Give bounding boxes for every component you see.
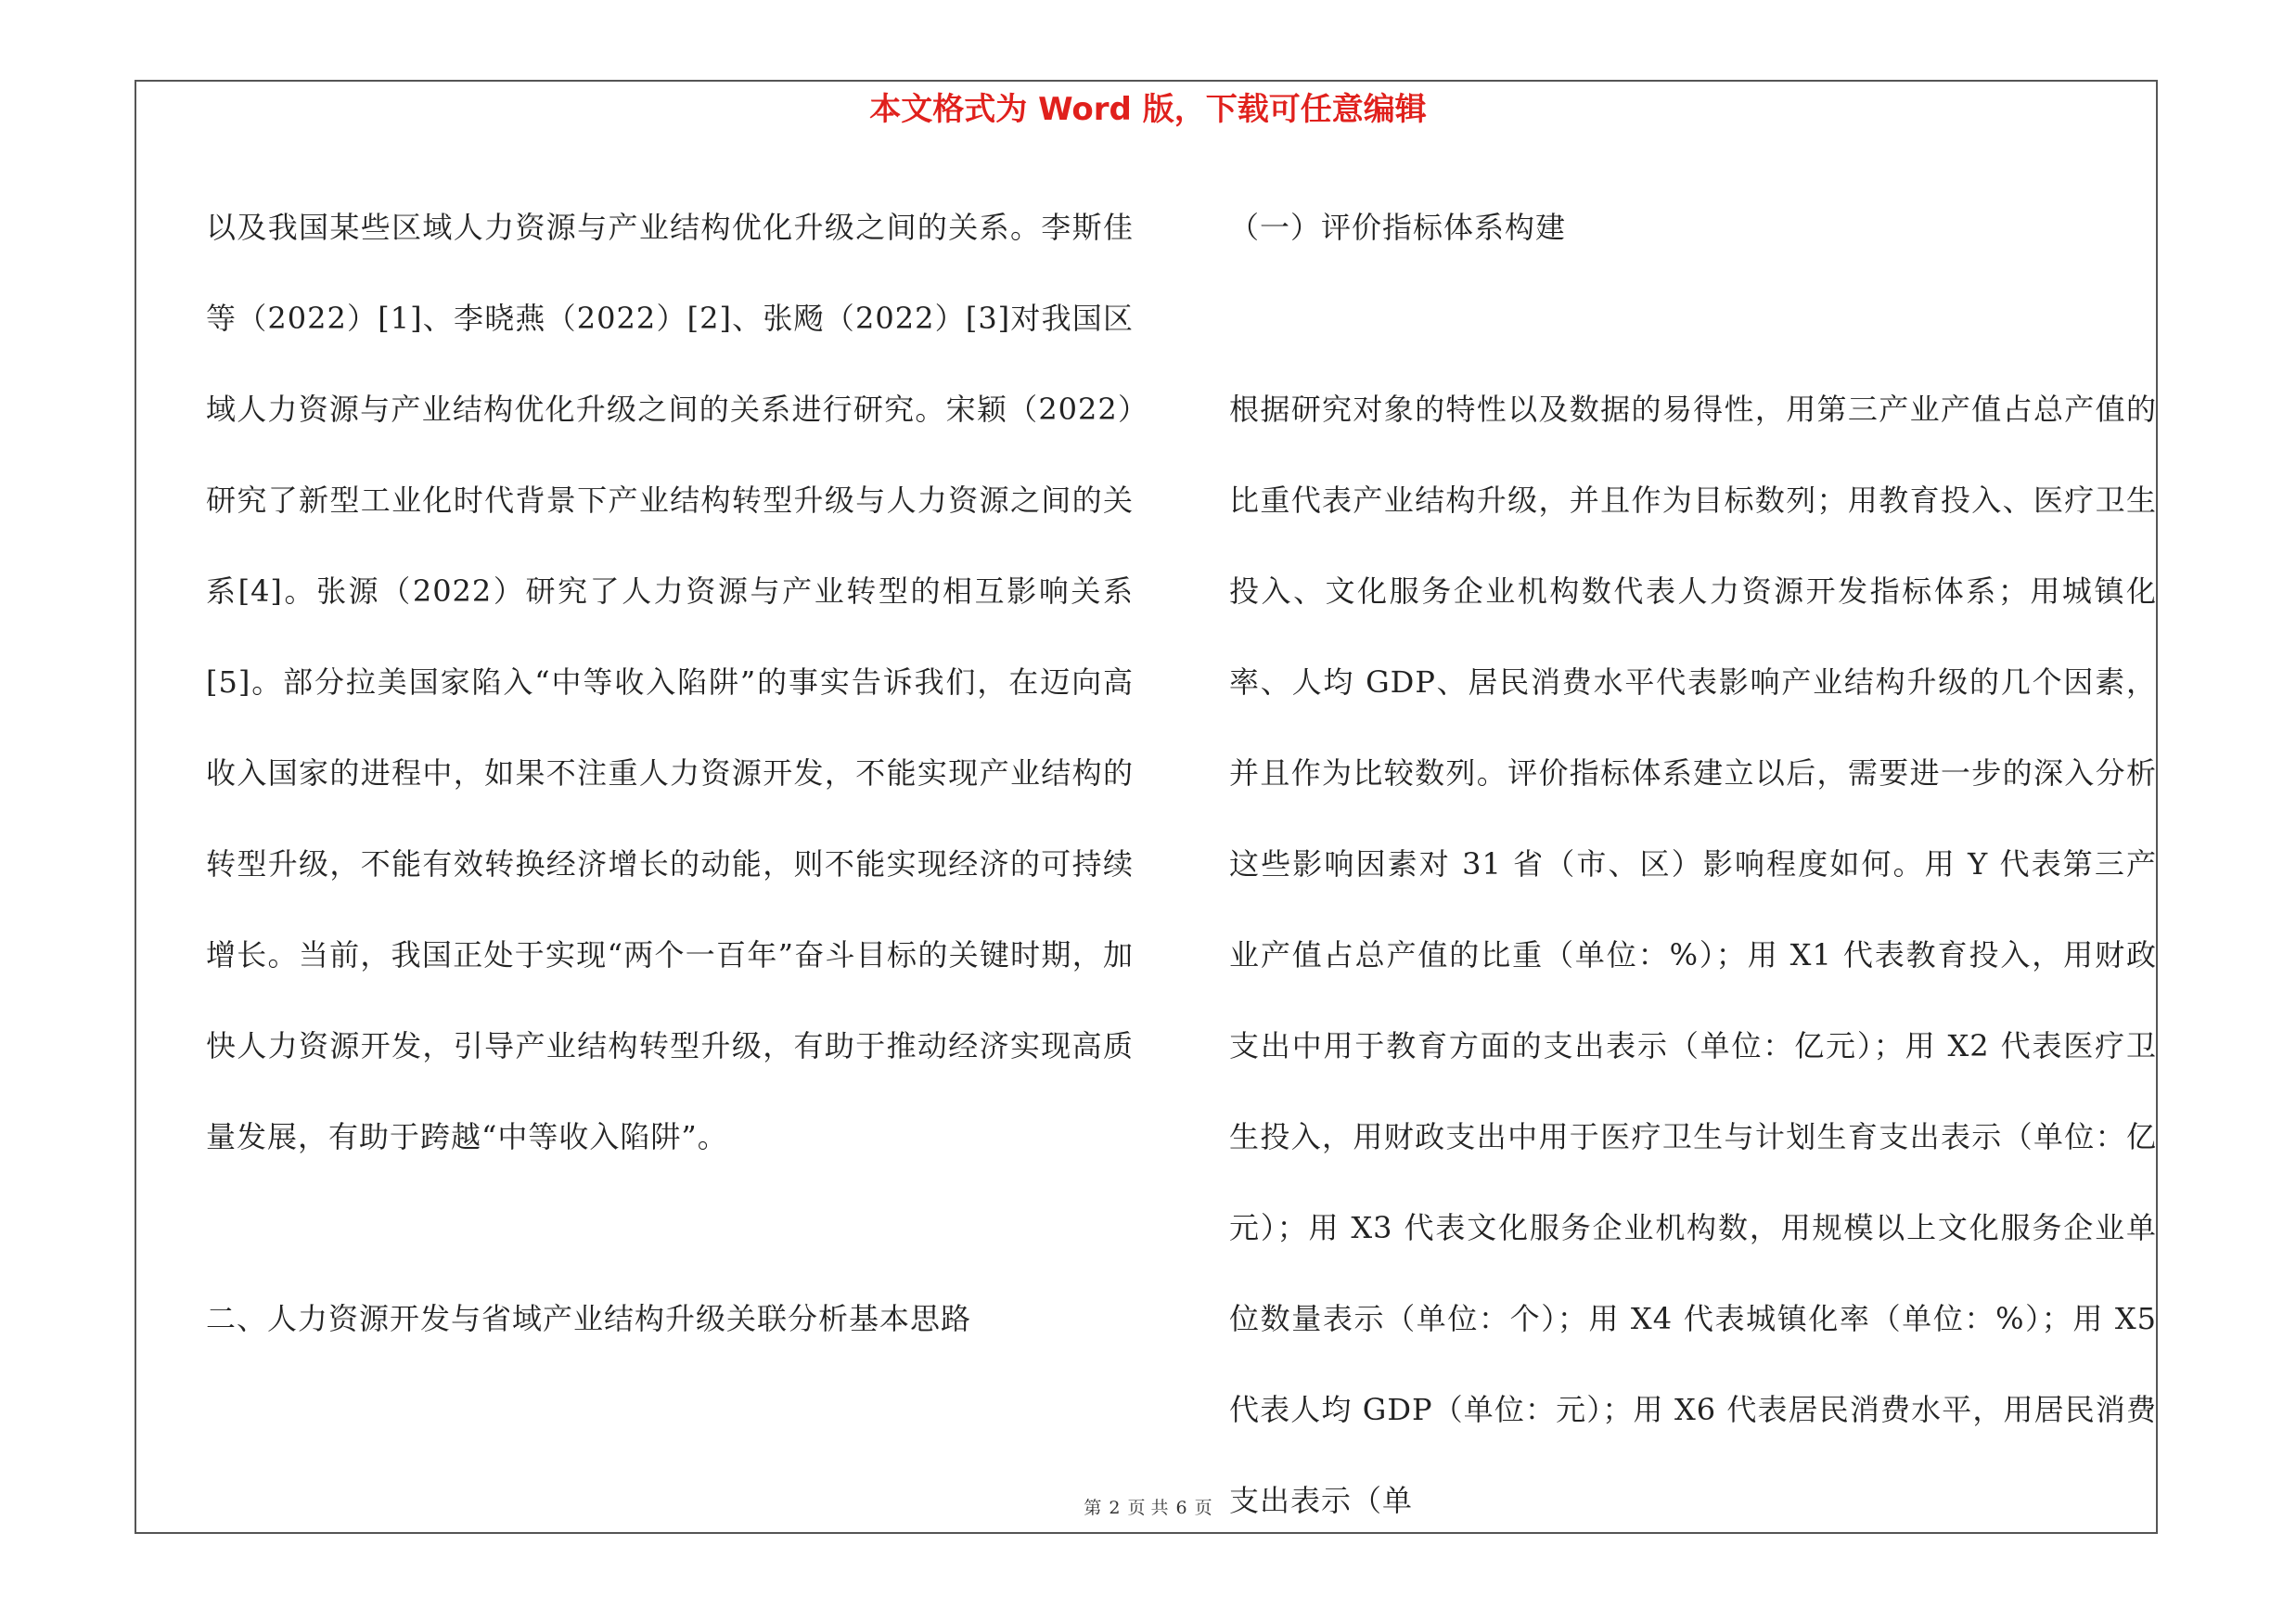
- current-page-number: 2: [1109, 1498, 1121, 1518]
- total-pages-number: 6: [1175, 1498, 1187, 1518]
- word-format-banner: 本文格式为 Word 版，下载可任意编辑: [869, 91, 1427, 128]
- right-column: [1229, 182, 2157, 1546]
- footer-prefix: 第: [1084, 1498, 1102, 1518]
- body-paragraph: 以及我国某些区域人力资源与产业结构优化升级之间的关系。李斯佳等（2022）[1]、李晓燕（2022）[2]、张飏（2022）[3]对我国区域人力资源与产业结构优化升级之间的关系进行研究。宋颖（2022）研究了新型工业化时代背景下产业结构转型升级与人力资源之间的关系[4]。张源（2022）研究了人力资源与产业转型的相互影响关系[5]。部分拉美国家陷入“中等收入陷阱”的事实告诉我们，在迈向高收入国家的进程中，如果不注重人力资源开发，不能实现产业结构的转型升级，不能有效转换经济增长的动能，则不能实现经济的可持续增长。当前，我国正处于实现“两个一百年”奋斗目标的关键时期，加快人力资源开发，引导产业结构转型升级，有助于推动经济实现高质量发展，有助于跨越“中等收入陷阱”。: [206, 210, 1134, 1154]
- section-heading: 二、人力资源开发与省域产业结构升级关联分析基本思路: [206, 1301, 972, 1336]
- left-column: [206, 182, 1134, 1364]
- paragraph-spacer: [206, 1182, 1134, 1273]
- body-paragraph: 根据研究对象的特性以及数据的易得性，用第三产业产值占总产值的比重代表产业结构升级，并且作为目标数列；用教育投入、医疗卫生投入、文化服务企业机构数代表人力资源开发指标体系；用城镇化率、人均 GDP、居民消费水平代表影响产业结构升级的几个因素，并且作为比较数列。评价指标体系建立以后，需要进一步的深入分析这些影响因素对 31 省（市、区）影响程度如何。用 Y 代表第三产业产值占总产值的比重（单位：%）；用 X1 代表教育投入，用财政支出中用于教育方面的支出表示（单位：亿元）；用 X2 代表医疗卫生投入，用财政支出中用于医疗卫生与计划生育支出表示（单位：亿元）；用 X3 代表文化服务企业机构数，用规模以上文化服务企业单位数量表示（单位：个）；用 X4 代表城镇化率（单位：%）；用 X5 代表人均 GDP（单位：元）；用 X6 代表居民消费水平，用居民消费支出表示（单: [1229, 392, 2157, 1518]
- footer-middle: 页 共: [1127, 1498, 1169, 1518]
- paragraph-spacer: [1229, 273, 2157, 364]
- footer-suffix: 页: [1194, 1498, 1212, 1518]
- subsection-heading: （一）评价指标体系构建: [1229, 210, 1567, 245]
- page-number-footer: [0, 1494, 2296, 1522]
